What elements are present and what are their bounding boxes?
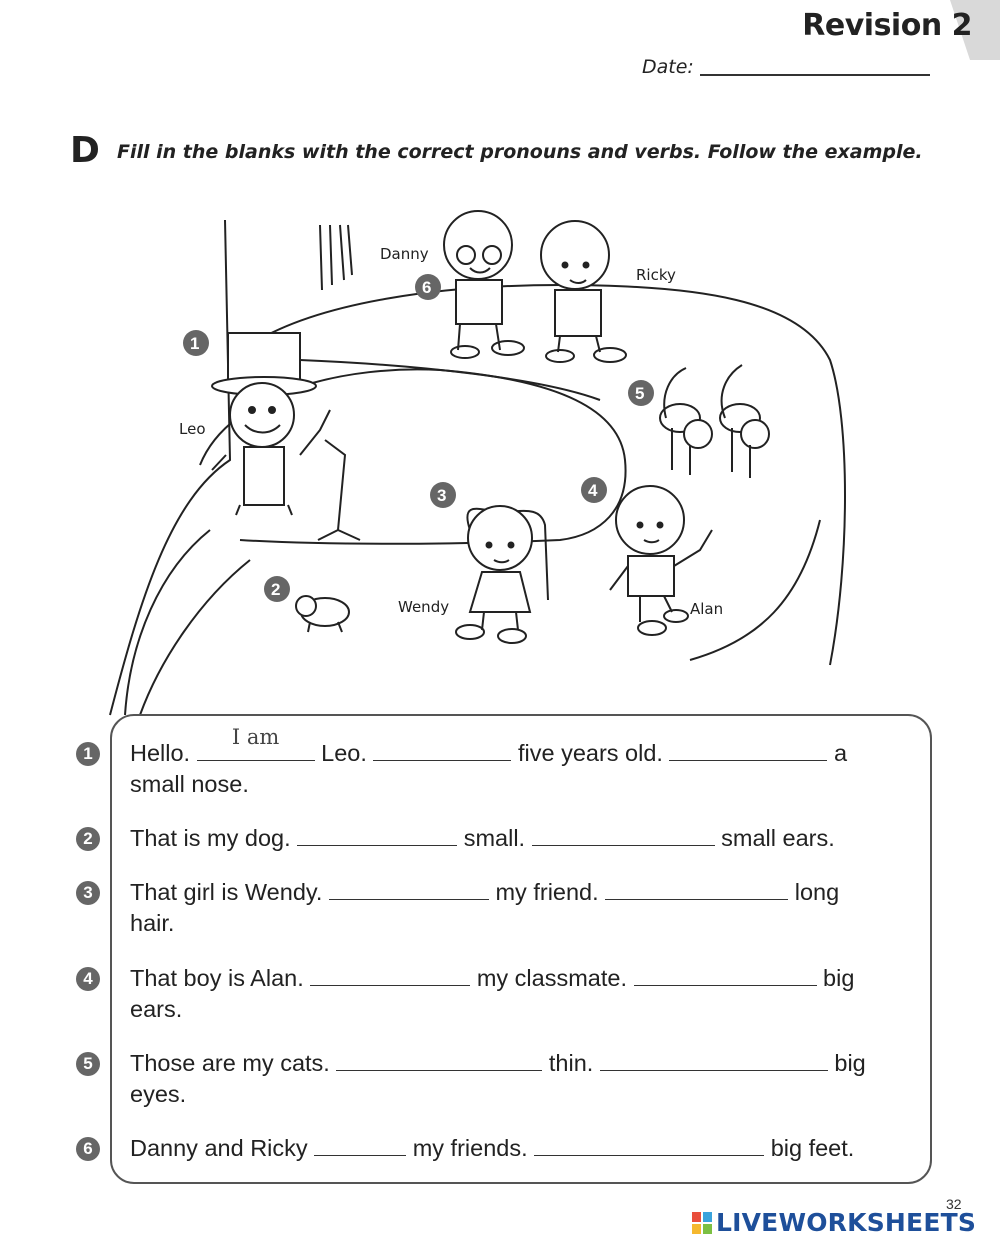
scene-marker-3	[430, 482, 456, 508]
svg-text:2: 2	[271, 580, 281, 599]
example-answer: I am	[231, 725, 280, 749]
blank-5b[interactable]	[600, 1050, 828, 1071]
blank-2a[interactable]	[297, 825, 457, 846]
stage-floor-line	[300, 360, 600, 400]
label-alan: Alan	[690, 600, 724, 618]
dog-figure	[296, 596, 349, 632]
stage-outline	[110, 220, 230, 715]
exercise-marker-5: 5	[76, 1052, 100, 1076]
scene-marker-6	[415, 274, 441, 300]
blank-2b[interactable]	[532, 825, 715, 846]
label-leo: Leo	[179, 420, 206, 438]
exercise-row-3: That girl is Wendy. my friend. long hair.	[130, 879, 840, 936]
svg-text:1: 1	[190, 334, 200, 353]
logo-squares-icon	[692, 1212, 712, 1234]
svg-text:3: 3	[437, 486, 447, 505]
blank-4a[interactable]	[310, 965, 470, 986]
section-letter: D	[70, 130, 100, 171]
blank-5a[interactable]	[336, 1050, 542, 1071]
danny-figure	[444, 211, 524, 358]
blank-3a[interactable]	[329, 879, 489, 900]
blank-6b[interactable]	[534, 1135, 764, 1156]
liveworksheets-logo[interactable]: LIVEWORKSHEETS	[716, 1208, 977, 1237]
scene-marker-5	[628, 380, 654, 406]
exercise-row-5: Those are my cats. thin. big eyes.	[130, 1050, 866, 1107]
exercise-row-6: Danny and Ricky my friends. big feet.	[130, 1135, 855, 1161]
example-answer-blank	[197, 725, 315, 761]
leo-figure	[212, 333, 360, 540]
curtain	[320, 225, 352, 290]
exercise-marker-4: 4	[76, 967, 100, 991]
label-wendy: Wendy	[398, 598, 450, 616]
label-ricky: Ricky	[636, 266, 676, 284]
svg-text:6: 6	[422, 278, 432, 297]
scene-marker-4	[581, 477, 607, 503]
blank-1b[interactable]	[669, 740, 827, 761]
blank-4b[interactable]	[634, 965, 817, 986]
label-danny: Danny	[380, 245, 429, 263]
exercise-row-1: Hello. I am Leo. five years old. a small nose.	[130, 738, 910, 800]
exercise-row-2: That is my dog. small. small ears.	[130, 825, 835, 851]
blank-6a[interactable]	[314, 1135, 406, 1156]
blank-1a[interactable]	[373, 740, 511, 761]
exercise-marker-1: 1	[76, 742, 100, 766]
date-label: Date:	[642, 56, 694, 78]
cats-figure	[660, 365, 769, 478]
ricky-figure	[541, 221, 626, 362]
scene-marker-2	[264, 576, 290, 602]
svg-text:5: 5	[635, 384, 645, 403]
exercise-row-4: That boy is Alan. my classmate. big ears.	[130, 965, 855, 1022]
exercise-marker-3: 3	[76, 881, 100, 905]
blank-3b[interactable]	[605, 879, 788, 900]
wendy-figure	[456, 506, 548, 643]
svg-text:4: 4	[588, 481, 598, 500]
scene-marker-1	[183, 330, 209, 356]
instruction-text: Fill in the blanks with the correct pronouns and verbs. Follow the example.	[117, 141, 923, 163]
page-number: 32	[946, 1196, 962, 1212]
exercise-marker-2: 2	[76, 827, 100, 851]
exercise-marker-6: 6	[76, 1137, 100, 1161]
page-title: Revision 2	[802, 8, 972, 43]
